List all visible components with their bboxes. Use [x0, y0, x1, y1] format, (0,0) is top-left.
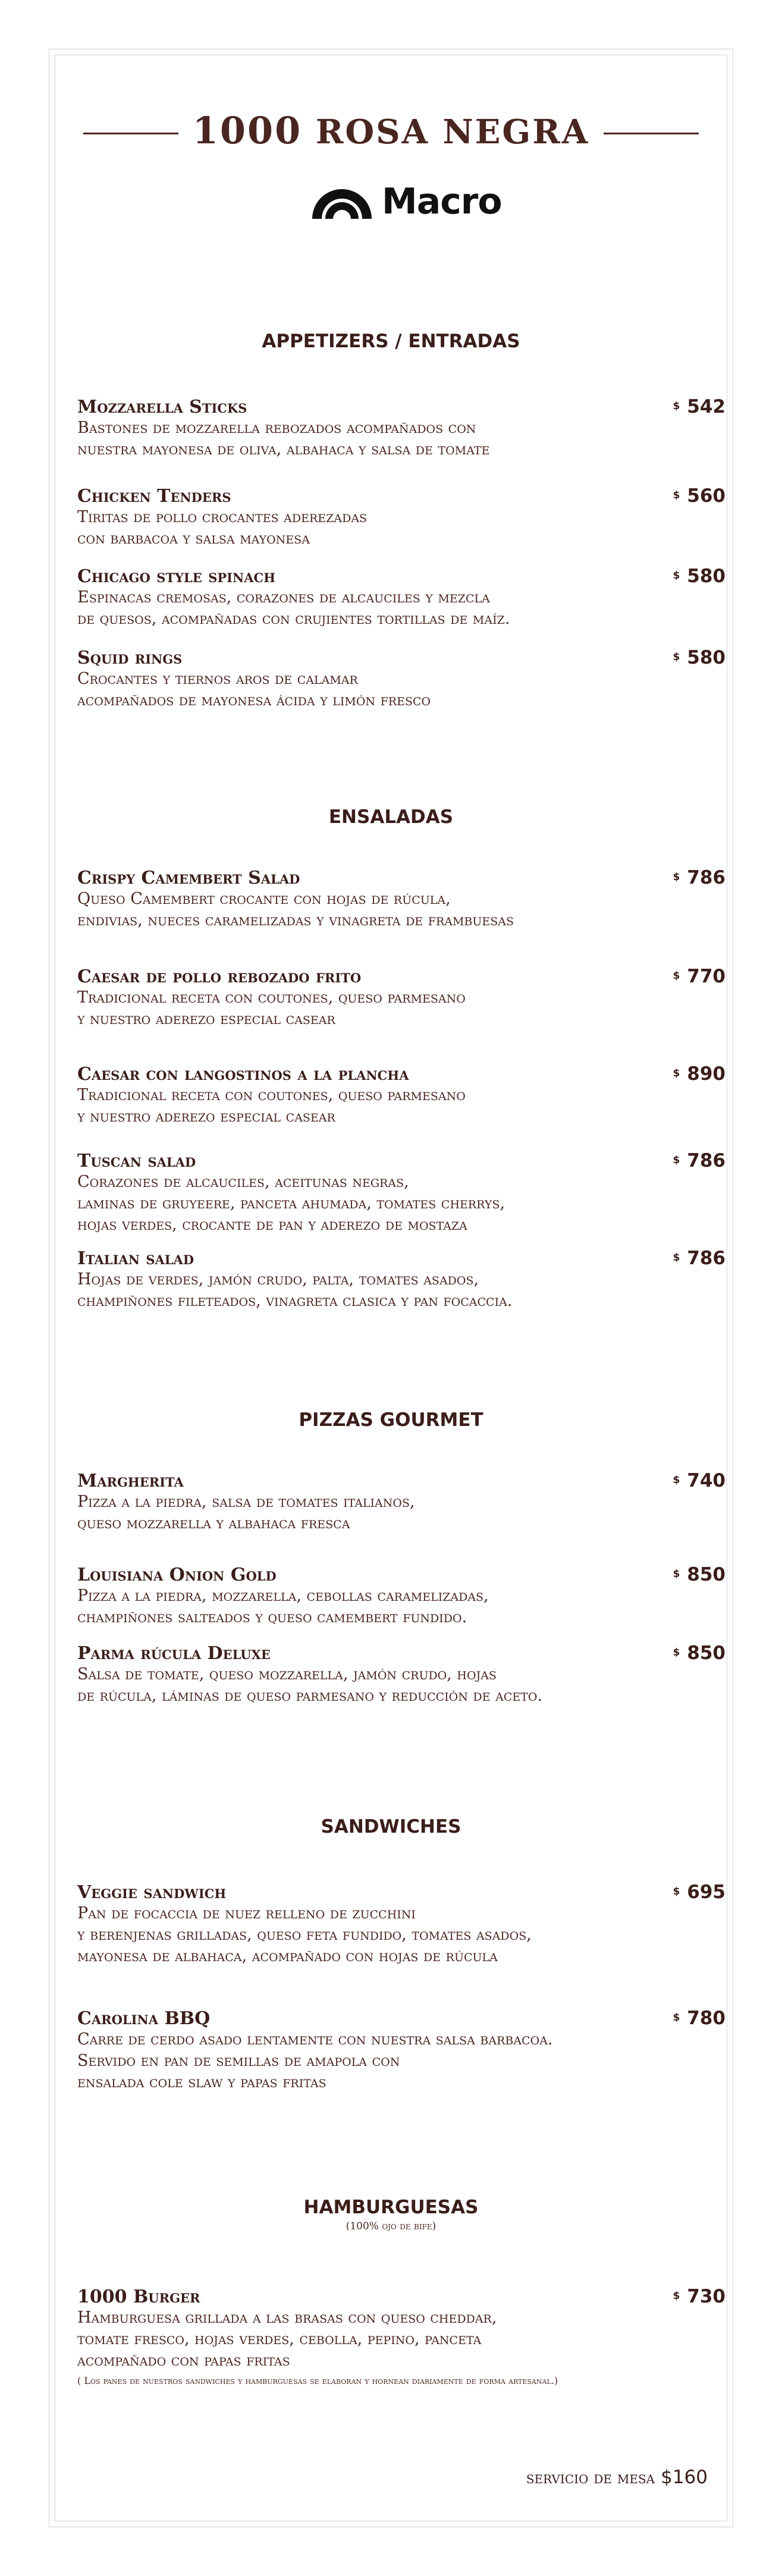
item-name: Caesar con langostinos a la plancha [77, 1064, 409, 1085]
title-rule-right [604, 133, 699, 134]
item-description: Corazones de alcauciles, aceitunas negras, laminas de gruyeere, panceta ahumada, tomates cherrys, hojas verdes, crocante de pan y aderezo de mostaza [77, 1173, 505, 1234]
item-price: $ 560 [673, 485, 726, 507]
item-name: Parma rúcula Deluxe [77, 1643, 271, 1664]
item-price: $ 786 [673, 1248, 726, 1269]
menu-item [77, 1249, 726, 1312]
item-price: $ 730 [673, 2286, 726, 2307]
item-price: $ 740 [673, 1470, 726, 1491]
brand-name: Macro [382, 181, 502, 222]
item-description: Carre de cerdo asado lentamente con nuestra salsa barbacoa. Servido en pan de semillas de amapola con ensalada cole slaw y papas fritas [77, 2030, 553, 2091]
item-price: $ 695 [673, 1881, 726, 1903]
menu-item [77, 1644, 726, 1707]
item-description: Bastones de mozzarella rebozados acompañados con nuestra mayonesa de oliva, albahaca y salsa de tomate [77, 419, 490, 458]
item-name: Mozzarella Sticks [77, 397, 247, 417]
section-title-appetizers: APPETIZERS / ENTRADAS [262, 331, 520, 352]
item-description: Tiritas de pollo crocantes aderezadas con barbacoa y salsa mayonesa [77, 508, 368, 548]
bread-note: ( Los panes de nuestros sandwiches y hamburguesas se elaboran y hornean diariamente de forma artesanal.) [77, 2375, 558, 2386]
item-name: Squid rings [77, 648, 183, 668]
item-description: Pizza a la piedra, mozzarella, cebollas caramelizadas, champiñones salteados y queso camembert fundido. [77, 1587, 489, 1626]
menu-item [77, 1565, 726, 1628]
item-description: Queso Camembert crocante con hojas de rúcula, endivias, nueces caramelizadas y vinagreta de frambuesas [77, 890, 514, 929]
item-description: Tradicional receta con coutones, queso parmesano y nuestro aderezo especial casear [77, 988, 466, 1028]
section-title-ensaladas: ENSALADAS [328, 806, 454, 828]
item-name: Chicken Tenders [77, 486, 231, 507]
menu-item [77, 1883, 726, 1967]
section-title-hamburguesas: HAMBURGUESAS [303, 2197, 479, 2218]
item-price: $ 786 [673, 1150, 726, 1171]
item-description: Pizza a la piedra, salsa de tomates italianos, queso mozzarella y albahaca fresca [77, 1493, 415, 1532]
item-price: $ 542 [673, 396, 726, 417]
service-charge [526, 2467, 708, 2488]
section-subtitle: (100% ojo de bife) [346, 2220, 436, 2232]
item-description: Hojas de verdes, jamón crudo, palta, tomates asados, champiñones fileteados, vinagreta clasica y pan focaccia. [77, 1270, 513, 1310]
menu-item [77, 1064, 726, 1127]
item-price: $ 850 [673, 1642, 726, 1664]
restaurant-title [83, 109, 699, 152]
item-name: Tuscan salad [77, 1151, 196, 1171]
item-price: $ 780 [673, 2008, 726, 2029]
item-price: $ 580 [673, 647, 726, 668]
item-name: Carolina BBQ [77, 2008, 211, 2029]
section-title-sandwiches: SANDWICHES [321, 1816, 461, 1837]
item-name: Caesar de pollo rebozado frito [77, 966, 362, 987]
title-number: 1000 [192, 109, 303, 152]
item-description: Hamburguesa grillada a las brasas con queso cheddar, tomate fresco, hojas verdes, cebolla, pepino, panceta acompañado con papas fritas [77, 2308, 497, 2370]
item-description: Tradicional receta con coutones, queso parmesano y nuestro aderezo especial casear [77, 1086, 466, 1126]
item-description: Espinacas cremosas, corazones de alcauciles y mezcla de quesos, acompañadas con crujientes tortillas de maíz. [77, 588, 510, 628]
title-name: ROSA NEGRA [315, 112, 590, 152]
item-name: Crispy Camembert Salad [77, 868, 300, 888]
sponsor-logo [309, 178, 500, 226]
item-price: $ 580 [673, 566, 726, 587]
menu-item [77, 486, 726, 549]
menu-item [77, 1471, 726, 1534]
menu-item [77, 567, 726, 630]
menu-item [77, 2009, 726, 2093]
item-description: Pan de focaccia de nuez relleno de zucchini y berenjenas grilladas, queso feta fundido, tomates asados, mayonesa de albahaca, acompañado con hojas de rúcula [77, 1904, 532, 1965]
menu-item [77, 648, 726, 711]
item-name: Louisiana Onion Gold [77, 1565, 277, 1585]
macro-arc-logo-icon [309, 178, 375, 220]
item-name: Margherita [77, 1471, 184, 1491]
menu-item [77, 868, 726, 931]
item-description: Crocantes y tiernos aros de calamar acompañados de mayonesa ácida y limón fresco [77, 670, 431, 709]
item-price: $ 786 [673, 867, 726, 888]
item-name: Veggie sandwich [77, 1882, 227, 1903]
section-title-pizzas: PIZZAS GOURMET [299, 1409, 483, 1431]
service-amount: $160 [661, 2467, 708, 2488]
menu-item [77, 967, 726, 1030]
service-label: servicio de mesa [526, 2468, 655, 2487]
item-name: 1000 Burger [77, 2286, 200, 2307]
item-name: Chicago style spinach [77, 566, 276, 587]
item-price: $ 890 [673, 1063, 726, 1085]
menu-item [77, 2287, 726, 2371]
item-price: $ 850 [673, 1564, 726, 1585]
item-price: $ 770 [673, 966, 726, 987]
header [83, 109, 699, 152]
menu-item [77, 397, 726, 460]
item-name: Italian salad [77, 1248, 194, 1269]
menu-item [77, 1151, 726, 1236]
item-description: Salsa de tomate, queso mozzarella, jamón crudo, hojas de rúcula, láminas de queso parmesano y reducción de aceto. [77, 1665, 543, 1705]
